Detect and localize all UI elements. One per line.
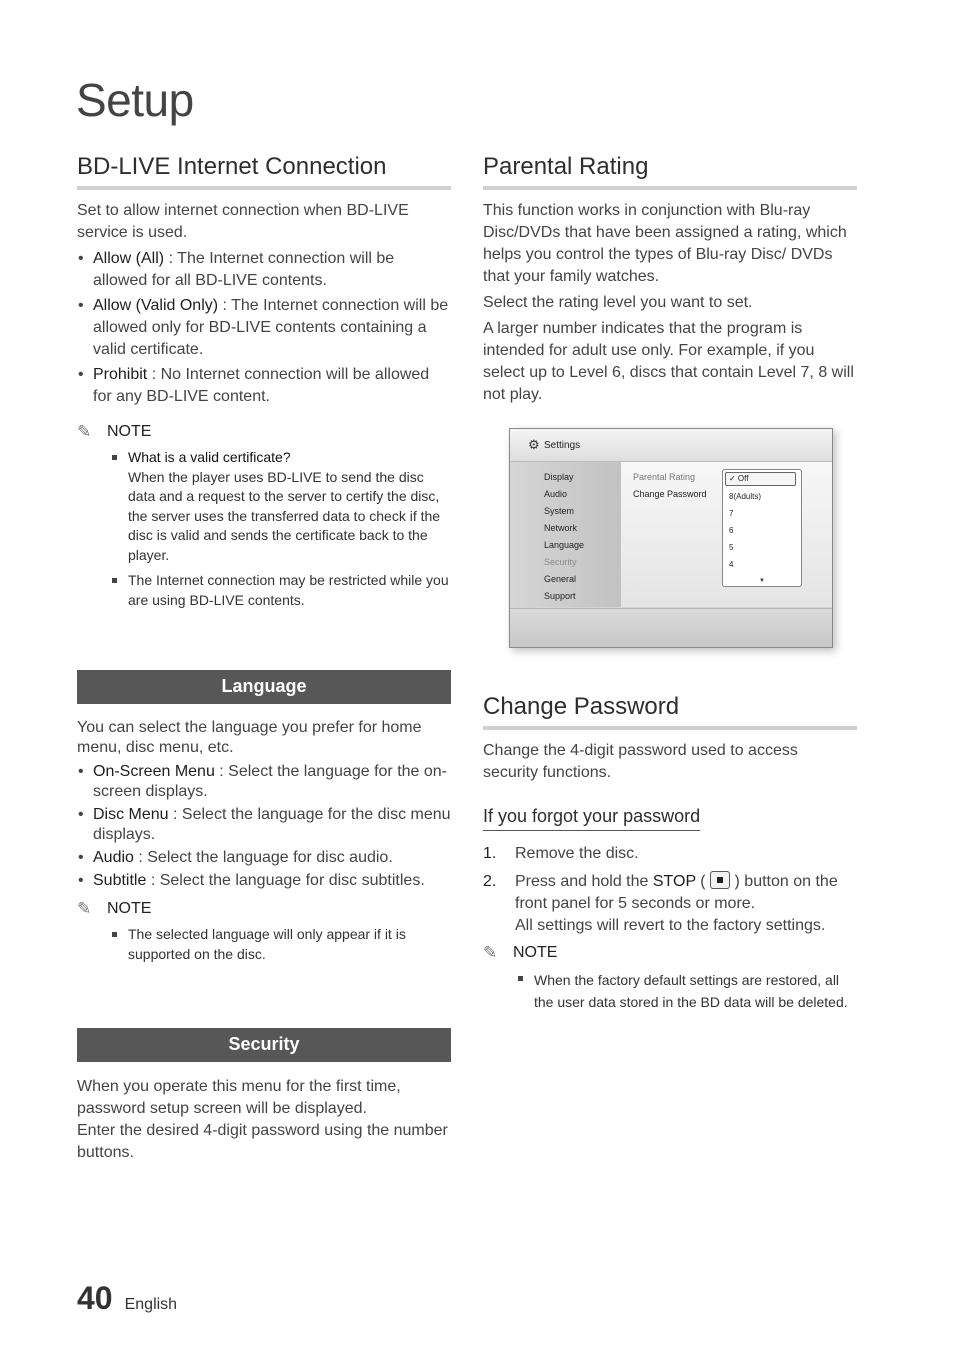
menu-item-language: Language — [544, 540, 585, 550]
note-header — [77, 422, 451, 442]
option-term: Audio — [93, 849, 134, 866]
heading-rule — [483, 186, 857, 190]
rating-option-7: 7 — [729, 509, 734, 518]
menu-item-support: Support — [544, 591, 576, 601]
note-question: What is a valid certificate? — [128, 449, 291, 465]
parental-heading: Parental Rating — [483, 153, 649, 180]
screenshot-titlebar — [510, 429, 832, 462]
rating-option-8: 8(Adults) — [729, 492, 762, 501]
bdlive-intro: Set to allow internet connection when BD-LIVE service is used. — [77, 202, 409, 241]
step-text-extra: All settings will revert to the factory settings. — [515, 917, 826, 934]
step-number: 1. — [483, 845, 497, 862]
menu-item-network: Network — [544, 523, 578, 533]
list-item — [77, 364, 451, 408]
option-desc: : No Internet connection will be allowed for any BD-LIVE content. — [93, 366, 430, 405]
page-footer — [77, 1280, 177, 1317]
option-desc: : Select the language for the disc menu displays. — [93, 806, 451, 843]
option-desc: : The Internet connection will be allowed only for BD-LIVE contents containing a valid certificate. — [93, 297, 449, 358]
step-text: Remove the disc. — [515, 845, 639, 862]
page-language: English — [124, 1296, 178, 1313]
menu-item-audio: Audio — [544, 489, 568, 499]
screenshot-footer — [510, 608, 832, 647]
note-label: NOTE — [513, 944, 558, 961]
note-item: The selected language will only appear if it is supported on the disc. — [112, 925, 451, 964]
option-desc: : The Internet connection will be allowed for all BD-LIVE contents. — [93, 250, 395, 289]
security-heading: Security — [77, 1028, 451, 1062]
rating-option-5: 5 — [729, 543, 734, 552]
change-password-notes — [483, 969, 857, 1013]
gear-icon: ⚙ — [528, 437, 540, 452]
option-desc: : Select the language for disc subtitles. — [146, 872, 425, 889]
change-password-heading: Change Password — [483, 693, 680, 720]
settings-screenshot — [509, 428, 833, 648]
note-label: NOTE — [107, 423, 152, 440]
note-item: When the factory default settings are restored, all the user data stored in the BD data will be deleted. — [518, 969, 857, 1013]
page-title: Setup — [76, 74, 194, 126]
forgot-password-steps — [483, 843, 857, 937]
list-item — [77, 871, 451, 891]
bdlive-heading: BD-LIVE Internet Connection — [77, 153, 387, 180]
option-term: Allow (Valid Only) — [93, 297, 219, 314]
rating-option-4: 4 — [729, 560, 734, 569]
scroll-down-icon: ▼ — [759, 578, 765, 584]
rating-option-6: 6 — [729, 526, 734, 535]
bdlive-options — [77, 248, 451, 408]
option-term: Allow (All) — [93, 250, 165, 267]
list-item — [77, 848, 451, 868]
bdlive-notes — [77, 448, 451, 610]
list-item — [77, 248, 451, 292]
parental-p2: Select the rating level you want to set. — [483, 294, 753, 311]
stop-term: STOP — [652, 873, 696, 890]
option-term: Disc Menu — [93, 806, 169, 823]
rating-option-off: ✓ Off — [725, 472, 796, 486]
step-text — [515, 871, 857, 937]
screenshot-title: Settings — [544, 440, 581, 451]
step-text-open: ( — [695, 873, 711, 890]
heading-rule — [483, 726, 857, 730]
step-item — [483, 843, 857, 865]
step-text-post: ) button on the front panel for 5 seconds or more. — [515, 873, 838, 912]
menu-item-display: Display — [544, 472, 574, 482]
heading-rule — [77, 186, 451, 190]
language-options — [77, 762, 451, 891]
menu-item-system: System — [544, 506, 575, 516]
menu-item-general: General — [544, 574, 577, 584]
list-item — [77, 295, 451, 361]
language-intro: You can select the language you prefer for home menu, disc menu, etc. — [77, 719, 422, 756]
pencil-icon: ✎ — [77, 899, 92, 918]
language-notes — [77, 925, 451, 964]
security-p2: Enter the desired 4-digit password using the number buttons. — [77, 1122, 448, 1161]
screenshot-menu — [510, 462, 621, 607]
note-header — [483, 943, 857, 963]
page-number: 40 — [77, 1280, 113, 1316]
note-item — [112, 448, 451, 565]
panel-item-parental-rating: Parental Rating — [633, 472, 696, 482]
step-item — [483, 871, 857, 937]
menu-item-security: Security — [544, 557, 577, 567]
note-answer: When the player uses BD-LIVE to send the disc data and a request to the server to certify the disc, the server uses the transferred data to check if the disc is valid and sends the certificate back to the player. — [128, 468, 441, 563]
note-item: The Internet connection may be restricted while you are using BD-LIVE contents. — [112, 571, 451, 610]
pencil-icon: ✎ — [77, 422, 92, 441]
list-item — [77, 805, 451, 845]
option-desc: : Select the language for disc audio. — [133, 849, 393, 866]
note-header — [77, 899, 451, 919]
note-label: NOTE — [107, 900, 152, 917]
right-column — [483, 150, 857, 1019]
option-term: Prohibit — [93, 366, 148, 383]
panel-item-change-password: Change Password — [633, 489, 707, 499]
security-p1: When you operate this menu for the first time, password setup screen will be displayed. — [77, 1078, 401, 1117]
step-number: 2. — [483, 873, 497, 890]
step-text-pre: Press and hold the — [515, 873, 653, 890]
list-item — [77, 762, 451, 802]
forgot-password-heading: If you forgot your password — [483, 804, 700, 831]
rating-dropdown — [722, 469, 802, 587]
option-desc: : Select the language for the on-screen displays. — [93, 763, 447, 800]
parental-p1: This function works in conjunction with Blu-ray Disc/DVDs that have been assigned a rating, which helps you control the types of Blu-ray Disc/ DVDs that your family watches. — [483, 202, 847, 285]
change-password-intro: Change the 4-digit password used to access security functions. — [483, 742, 798, 781]
option-term: Subtitle — [93, 872, 147, 889]
left-column — [77, 150, 451, 1168]
language-heading: Language — [77, 670, 451, 704]
stop-icon — [710, 871, 730, 889]
option-term: On-Screen Menu — [93, 763, 215, 780]
parental-p3: A larger number indicates that the program is intended for adult use only. For example, if you select up to Level 6, discs that contain Level 7, 8 will not play. — [483, 320, 854, 403]
pencil-icon: ✎ — [483, 943, 498, 962]
